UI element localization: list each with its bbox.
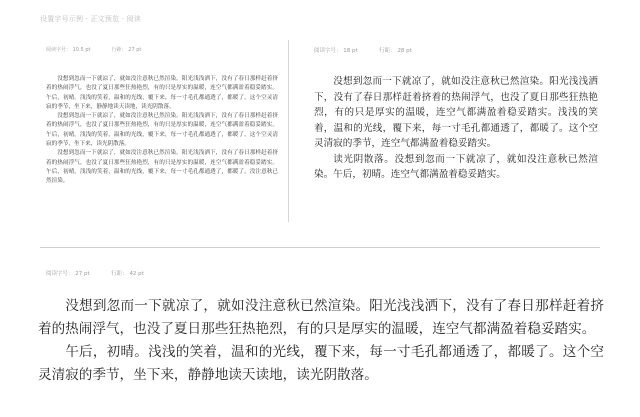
font-size-value: 27 pt [75, 271, 90, 277]
panel-caption [46, 269, 604, 277]
font-size-label: 阅读字号： [46, 47, 72, 53]
panel-caption [314, 46, 604, 54]
preview-text [46, 75, 278, 187]
paragraph: 读光阴散落。没想到忽而一下就凉了，就如没注意秋已然渲染。午后，初晴。连空气都满盈着稳妥踏实。 [314, 153, 598, 180]
preview-panel-small [36, 40, 289, 222]
font-size-value: 18 pt [343, 48, 358, 54]
line-height-value: 27 pt [128, 47, 142, 53]
paragraph: 午后，初晴。浅浅的笑着，温和的光线，覆下来，每一寸毛孔都通透了，都暖了。这个空灵清寂的季节，坐下来，静静地读天读地，读光阴散落。 [38, 344, 604, 383]
paragraph: 没想到忽而一下就凉了，就如没注意秋已然渲染。阳光浅浅洒下，没有了春日那样赶着挤着的热闹浮气，也没了夏日那些狂热艳烈，有的只是厚实的温暖，连空气都满盈着稳妥踏实。 [38, 298, 604, 337]
line-height-value: 28 pt [397, 48, 412, 54]
line-height-label: 行距： [111, 47, 127, 53]
section-divider [40, 247, 600, 248]
preview-text [314, 74, 598, 183]
panel-caption [46, 46, 288, 53]
line-height-label: 行距： [379, 48, 396, 54]
preview-panel-medium [304, 40, 604, 222]
preview-text [38, 295, 604, 387]
font-size-label: 阅读字号： [314, 48, 342, 54]
preview-panel-large [36, 262, 604, 412]
line-height-label: 行距： [111, 271, 128, 277]
font-size-value: 10.5 pt [72, 47, 91, 53]
font-size-label: 阅读字号： [46, 271, 74, 277]
paragraph: 没想到忽而一下就凉了，就如没注意秋已然渲染。阳光浅浅洒下，没有了春日那样赶着挤着的热闹浮气，也没了夏日那些狂热艳烈，有的只是厚实的温暖，连空气都满盈着稳妥踏实。浅浅的笑着，温和的光线，覆下来，每一寸毛孔都通透了，都暖了。这个空灵清寂的季节，连空气都满盈着稳妥踏实。 [314, 76, 598, 149]
paragraph: 没想到忽而一下就凉了，就如没注意秋已然渲染。阳光浅浅洒下，没有了春日那样赶着挤着的热闹浮气，也没了夏日那些狂热艳烈，有的只是厚实的温暖，连空气都满盈着稳妥踏实。午后，初晴。浅浅的笑着，温和的光线，覆下来，每一寸毛孔都通透了，都暖了。没注意秋已然渲染。 [46, 150, 278, 185]
paragraph: 没想到忽而一下就凉了，就如没注意秋已然渲染。阳光浅浅洒下，没有了春日那样赶着挤着的热闹浮气，也没了夏日那些狂热艳烈，有的只是厚实的温暖，连空气都满盈着稳妥踏实。午后，初晴。浅浅的笑着，温和的光线，覆下来，每一寸毛孔都通透了，都暖了。这个空灵清寂的季节，坐下来，静静地读天读地，读光阴散落。 [46, 76, 278, 110]
breadcrumb: 设置字号示例 · 正文预览 · 阅读 [40, 15, 141, 23]
line-height-value: 42 pt [129, 271, 144, 277]
paragraph: 没想到忽而一下就凉了，就如没注意秋已然渲染。阳光浅浅洒下，没有了春日那样赶着挤着的热闹浮气，也没了夏日那些狂热艳烈，有的只是厚实的温暖，连空气都满盈着稳妥踏实。午后，初晴。浅浅的笑着，温和的光线，覆下来，每一寸毛孔都通透了，都暖了。这个空灵清寂的季节，坐下来，读光阴散落。 [46, 113, 278, 148]
